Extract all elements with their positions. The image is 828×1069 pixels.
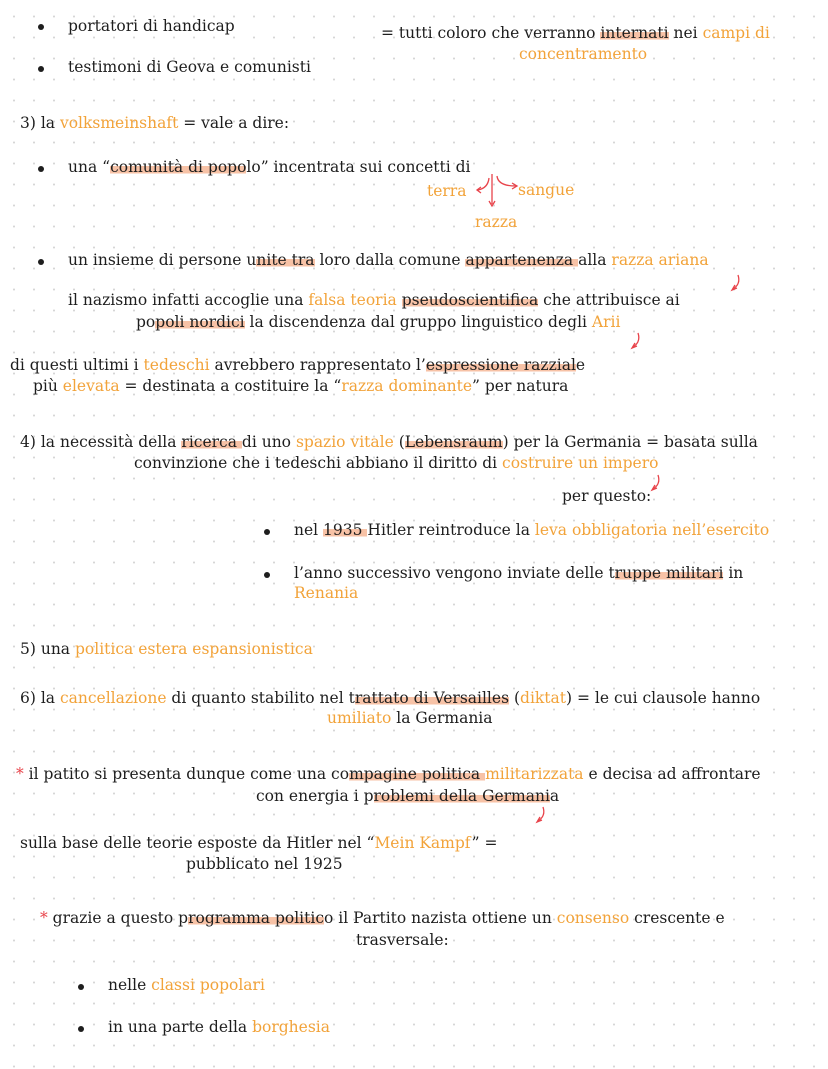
bullet-comunita: una “comunità di popolo” incentrata sui concetti di	[68, 158, 471, 176]
heading-6-cont: umiliato la Germania	[327, 709, 493, 727]
para-patito: * il patito si presenta dunque come una compagine politica militarizzata e decisa ad affrontare	[16, 765, 761, 783]
curve-arrow-icon	[650, 474, 664, 496]
branch-arrows-icon	[470, 172, 530, 212]
bullet-dot	[38, 259, 44, 265]
heading-3: 3) la volksmeinshaft = vale a dire:	[20, 114, 290, 132]
bullet-dot	[38, 166, 44, 172]
para-nazismo: il nazismo infatti accoglie una falsa teoria pseudoscientifica che attribuisce ai	[68, 291, 680, 309]
internati-note-cont: concentramento	[519, 45, 648, 63]
bullet-dot	[264, 572, 270, 578]
concept-sangue: sangue	[518, 181, 575, 199]
para-mein-kampf: sulla base delle teorie esposte da Hitler nel “Mein Kampf” =	[20, 834, 498, 852]
bullet-dot	[78, 1026, 84, 1032]
heading-4-cont: convinzione che i tedeschi abbiano il diritto di costruire un impero	[134, 454, 659, 472]
bullet-dot	[38, 66, 44, 72]
para-programma-cont: trasversale:	[356, 931, 449, 949]
para-popoli: popoli nordici la discendenza dal gruppo linguistico degli Arii	[136, 313, 621, 331]
curve-arrow-icon	[630, 332, 644, 354]
para-programma: * grazie a questo programma politico il Partito nazista ottiene un consenso crescente e	[40, 909, 725, 927]
curve-arrow-icon	[730, 274, 744, 296]
per-questo: per questo:	[562, 487, 652, 505]
bullet-1935: nel 1935 Hitler reintroduce la leva obbligatoria nell’esercito	[294, 521, 770, 539]
para-patito-cont: con energia i problemi della Germania	[256, 787, 560, 805]
curve-arrow-icon	[535, 806, 549, 828]
heading-4: 4) la necessità della ricerca di uno spazio vitale (Lebensraum) per la Germania = basata sulla	[20, 433, 758, 451]
concept-razza: razza	[475, 213, 518, 231]
bullet-insieme: un insieme di persone unite tra loro dalla comune appartenenza alla razza ariana	[68, 251, 709, 269]
bullet-dot	[38, 24, 44, 30]
heading-6: 6) la cancellazione di quanto stabilito nel trattato di Versailles (diktat) = le cui clausole hanno	[20, 689, 761, 707]
bullet-dot	[78, 984, 84, 990]
bullet-geova: testimoni di Geova e comunisti	[68, 58, 311, 76]
bullet-truppe: l’anno successivo vengono inviate delle truppe militari in	[294, 564, 744, 582]
para-tedeschi: di questi ultimi i tedeschi avrebbero rappresentato l’espressione razziale	[10, 356, 586, 374]
bullet-dot	[264, 529, 270, 535]
concept-terra: terra	[427, 182, 467, 200]
bullet-handicap: portatori di handicap	[68, 17, 235, 35]
internati-note: = tutti coloro che verranno internati nei campi di	[381, 24, 770, 42]
para-mein-kampf-cont: pubblicato nel 1925	[186, 855, 343, 873]
bullet-borghesia: in una parte della borghesia	[108, 1018, 330, 1036]
para-elevata: più elevata = destinata a costituire la “razza dominante” per natura	[33, 377, 569, 395]
heading-5: 5) una politica estera espansionistica	[20, 640, 313, 658]
bullet-classi: nelle classi popolari	[108, 976, 265, 994]
bullet-truppe-cont: Renania	[294, 584, 359, 602]
